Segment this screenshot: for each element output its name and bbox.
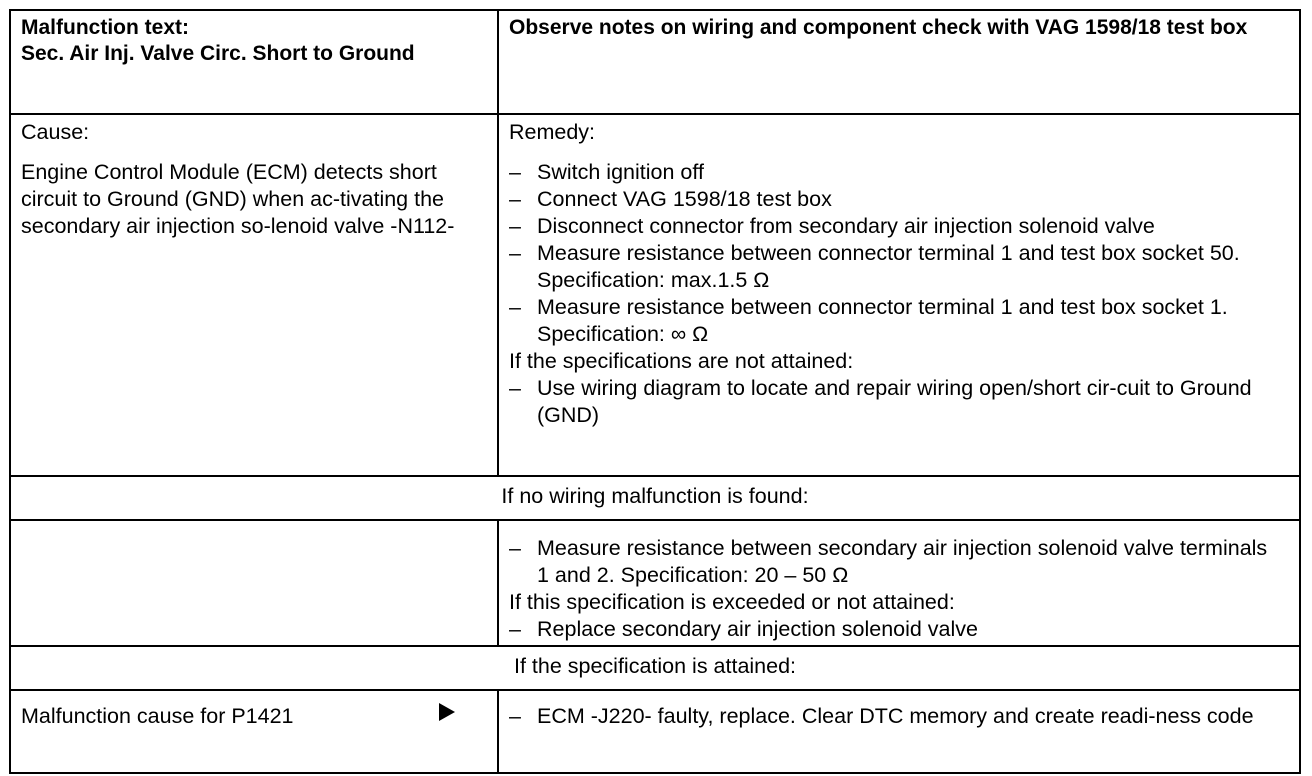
resistance-steps: [509, 535, 1279, 643]
final-remedy-cell: [497, 691, 1299, 772]
divider-row: [9, 475, 1301, 521]
resistance-check-row: [9, 519, 1301, 647]
malfunction-text-cell: [11, 11, 517, 113]
remedy-steps: [509, 159, 1279, 429]
remedy-condition: If this specification is exceeded or not attained:: [509, 590, 955, 614]
divider-row: [9, 645, 1301, 691]
remedy-label: Remedy:: [509, 120, 596, 144]
arrow-right-icon: [439, 703, 455, 721]
specification-attained-text: If the specification is attained:: [513, 654, 797, 678]
cause-label: Cause:: [21, 120, 90, 144]
cause-remedy-row: [9, 113, 1301, 477]
remedy-step: – Disconnect connector from secondary air injection solenoid valve: [509, 214, 1155, 238]
remedy-step: – Use wiring diagram to locate and repair wiring open/short cir-cuit to Ground (GND): [509, 376, 1252, 427]
resistance-check-cell: [497, 521, 1299, 645]
malfunction-description: Sec. Air Inj. Valve Circ. Short to Ground: [21, 42, 415, 65]
remedy-step: – Connect VAG 1598/18 test box: [509, 187, 832, 211]
remedy-cell: [497, 115, 1299, 475]
remedy-step: – ECM -J220- faulty, replace. Clear DTC memory and create readi-ness code: [509, 704, 1254, 728]
empty-cell: [11, 521, 497, 645]
cause-text: Engine Control Module (ECM) detects short circuit to Ground (GND) when ac-tivating the secondary air injection so-lenoid valve -N112-: [21, 160, 455, 238]
final-cause-cell: [11, 691, 517, 772]
diagnostic-table: [9, 9, 1301, 774]
remedy-step: – Switch ignition off: [509, 160, 704, 184]
remedy-step: – Measure resistance between connector terminal 1 and test box socket 50. Specification: max.1.5 Ω: [509, 241, 1240, 292]
malfunction-text-label: Malfunction text:: [21, 16, 189, 39]
no-wiring-malfunction-text: If no wiring malfunction is found:: [501, 484, 809, 508]
malfunction-cause-text: Malfunction cause for P1421: [21, 704, 294, 728]
remedy-step: – Measure resistance between secondary air injection solenoid valve terminals 1 and 2. Specification: 20 – 50 Ω: [509, 536, 1268, 587]
observe-notes-cell: [497, 11, 1299, 113]
remedy-step: – Replace secondary air injection solenoid valve: [509, 617, 979, 641]
observe-notes-text: Observe notes on wiring and component check with VAG 1598/18 test box: [509, 16, 1248, 39]
remedy-condition: If the specifications are not attained:: [509, 349, 854, 373]
final-row: [9, 689, 1301, 774]
cause-cell: [11, 115, 517, 475]
header-row: [9, 9, 1301, 115]
remedy-step: – Measure resistance between connector terminal 1 and test box socket 1. Specification: ∞ Ω: [509, 295, 1228, 346]
